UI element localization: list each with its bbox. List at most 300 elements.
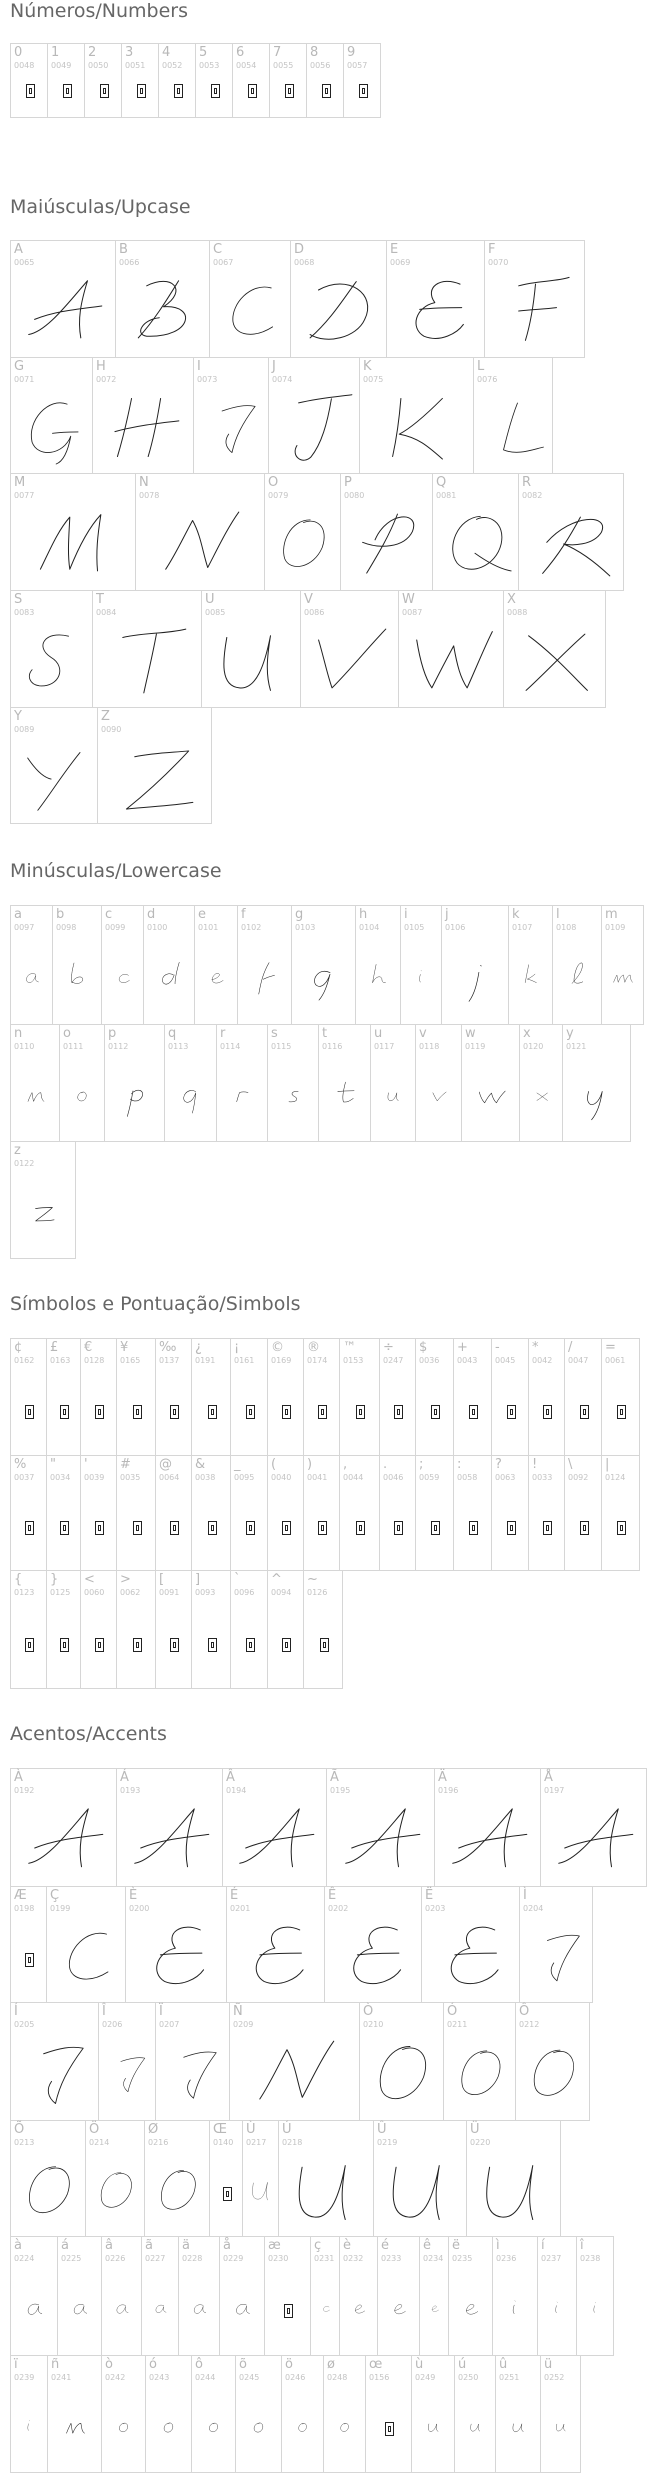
glyph-code-label: 0204 xyxy=(523,1904,544,1913)
glyph-stroke xyxy=(487,2166,533,2220)
glyph-preview-j xyxy=(442,906,510,1026)
glyph-stroke xyxy=(44,2047,83,2103)
section-title-numbers: Números/Numbers xyxy=(10,0,188,22)
glyph-stroke xyxy=(119,2423,127,2432)
glyph-character-label: ¡ xyxy=(234,1340,240,1355)
glyph-preview-i xyxy=(538,2237,578,2357)
glyph-preview-b xyxy=(53,906,103,1026)
glyph-code-label: 0089 xyxy=(14,725,35,734)
glyph-character-label: ê xyxy=(423,2238,431,2253)
glyph-character-label: î xyxy=(580,2238,584,2253)
glyph-code-label: 0108 xyxy=(556,923,577,932)
glyph-cell xyxy=(145,2355,192,2473)
glyph-character-label: M xyxy=(14,475,26,490)
glyph-preview-A xyxy=(327,1769,436,1888)
glyph-cell xyxy=(10,2002,99,2121)
glyph-stroke xyxy=(594,2302,596,2312)
glyph-preview-F xyxy=(485,241,586,359)
glyph-stroke xyxy=(259,963,275,995)
glyph-character-label: Ö xyxy=(89,2122,100,2137)
glyph-cell xyxy=(491,1455,529,1571)
glyph-preview-E xyxy=(227,1887,326,2004)
glyph-cell xyxy=(303,1338,340,1456)
glyph-preview-y xyxy=(563,1025,632,1143)
glyph-stroke xyxy=(543,517,610,576)
glyph-cell xyxy=(242,2120,279,2237)
glyph-code-label: 0228 xyxy=(182,2254,203,2263)
missing-glyph-icon xyxy=(170,1405,179,1419)
glyph-cell xyxy=(564,1455,602,1571)
glyph-preview-a xyxy=(142,2237,180,2357)
glyph-cell xyxy=(191,1570,231,1689)
glyph-code-label: 0194 xyxy=(226,1786,247,1795)
glyph-cell xyxy=(155,1338,192,1456)
glyph-cell xyxy=(141,2236,179,2356)
glyph-code-label: 0053 xyxy=(199,61,220,70)
missing-glyph-icon xyxy=(211,84,220,98)
missing-glyph-icon xyxy=(282,1405,291,1419)
glyph-cell xyxy=(101,905,144,1025)
glyph-code-label: 0205 xyxy=(14,2020,35,2029)
glyph-preview-v xyxy=(416,1025,463,1143)
glyph-stroke xyxy=(166,512,239,569)
glyph-preview-O xyxy=(444,2003,517,2122)
glyph-cell xyxy=(178,2236,220,2356)
glyph-stroke xyxy=(466,2304,478,2314)
glyph-character-label: A xyxy=(14,242,23,257)
glyph-character-label: + xyxy=(457,1340,468,1355)
glyph-cell xyxy=(339,1455,380,1571)
glyph-cell xyxy=(434,1768,541,1887)
glyph-character-label: 4 xyxy=(162,45,171,60)
glyph-code-label: 0035 xyxy=(120,1473,141,1482)
glyph-cell xyxy=(601,1455,640,1571)
glyph-preview-q xyxy=(165,1025,218,1143)
glyph-stroke xyxy=(432,2306,439,2312)
glyph-preview-A xyxy=(11,1769,118,1888)
glyph-preview-M xyxy=(11,474,137,592)
glyph-code-label: 0198 xyxy=(14,1904,35,1913)
glyph-character-label: C xyxy=(213,242,223,257)
glyph-code-label: 0110 xyxy=(14,1042,35,1051)
glyph-stroke xyxy=(299,2423,307,2431)
glyph-stroke xyxy=(354,1927,401,1983)
glyph-cell xyxy=(421,1886,520,2003)
glyph-code-label: 0064 xyxy=(159,1473,180,1482)
glyph-cell xyxy=(432,473,519,591)
glyph-character-label: - xyxy=(495,1340,500,1355)
glyph-preview-i xyxy=(493,2237,539,2357)
glyph-stroke xyxy=(78,1092,87,1101)
glyph-stroke xyxy=(119,974,129,982)
glyph-code-label: 0039 xyxy=(84,1473,105,1482)
glyph-stroke xyxy=(314,971,330,1000)
glyph-code-label: 0248 xyxy=(327,2373,348,2382)
glyph-character-label: ; xyxy=(419,1457,424,1472)
glyph-code-label: 0068 xyxy=(294,258,315,267)
missing-glyph-icon xyxy=(60,1521,69,1535)
missing-glyph-icon xyxy=(95,1405,104,1419)
glyph-code-label: 0250 xyxy=(458,2373,479,2382)
glyph-cell xyxy=(219,2236,265,2356)
glyph-code-label: 0061 xyxy=(605,1356,626,1365)
glyph-character-label: B xyxy=(119,242,128,257)
glyph-code-label: 0102 xyxy=(241,923,262,932)
glyph-character-label: @ xyxy=(159,1457,172,1472)
glyph-cell xyxy=(492,2236,538,2356)
glyph-preview-a xyxy=(58,2237,103,2357)
missing-glyph-icon xyxy=(318,1521,327,1535)
glyph-preview-V xyxy=(301,591,400,709)
glyph-character-label: ¿ xyxy=(195,1340,202,1355)
glyph-character-label: F xyxy=(488,242,496,257)
glyph-code-label: 0116 xyxy=(322,1042,343,1051)
glyph-preview-o xyxy=(236,2356,283,2474)
glyph-code-label: 0041 xyxy=(307,1473,328,1482)
glyph-character-label: _ xyxy=(234,1457,241,1472)
glyph-character-label: l xyxy=(556,907,560,922)
glyph-code-label: 0063 xyxy=(495,1473,516,1482)
glyph-code-label: 0193 xyxy=(120,1786,141,1795)
glyph-cell xyxy=(155,2002,230,2121)
glyph-code-label: 0042 xyxy=(532,1356,553,1365)
glyph-character-label: q xyxy=(168,1026,177,1041)
glyph-code-label: 0099 xyxy=(105,923,126,932)
glyph-character-label: ô xyxy=(195,2357,203,2372)
glyph-code-label: 0092 xyxy=(568,1473,589,1482)
glyph-code-label: 0197 xyxy=(544,1786,565,1795)
glyph-preview-f xyxy=(238,906,293,1026)
glyph-stroke xyxy=(36,1208,54,1221)
glyph-character-label: ç xyxy=(314,2238,322,2253)
missing-glyph-icon xyxy=(246,1521,255,1535)
missing-glyph-icon xyxy=(133,1638,142,1652)
section-title-lower: Minúsculas/Lowercase xyxy=(10,860,222,882)
glyph-cell xyxy=(398,590,504,708)
glyph-character-label: U xyxy=(205,592,215,607)
glyph-character-label: ‰ xyxy=(159,1340,177,1355)
glyph-preview-A xyxy=(11,241,117,359)
glyph-code-label: 0217 xyxy=(246,2138,267,2147)
glyph-character-label: c xyxy=(105,907,113,922)
glyph-stroke xyxy=(289,1092,298,1102)
glyph-character-label: ä xyxy=(182,2238,190,2253)
glyph-code-label: 0072 xyxy=(96,375,117,384)
glyph-cell xyxy=(269,43,307,118)
glyph-preview-e xyxy=(420,2237,450,2357)
glyph-cell xyxy=(59,1024,105,1142)
glyph-code-label: 0051 xyxy=(125,61,146,70)
glyph-code-label: 0122 xyxy=(14,1159,35,1168)
glyph-code-label: 0059 xyxy=(419,1473,440,1482)
glyph-stroke xyxy=(29,281,102,338)
glyph-stroke xyxy=(67,2423,85,2433)
glyph-character-label: Ê xyxy=(328,1888,337,1903)
glyph-code-label: 0085 xyxy=(205,608,226,617)
glyph-code-label: 0084 xyxy=(96,608,117,617)
glyph-character-label: ! xyxy=(532,1457,538,1472)
glyph-code-label: 0119 xyxy=(465,1042,486,1051)
glyph-preview-p xyxy=(105,1025,166,1143)
glyph-cell xyxy=(267,1570,304,1689)
missing-glyph-icon xyxy=(26,84,35,98)
glyph-character-label: ÷ xyxy=(383,1340,394,1355)
glyph-code-label: 0241 xyxy=(51,2373,72,2382)
glyph-code-label: 0088 xyxy=(507,608,528,617)
glyph-character-label: ¥ xyxy=(120,1340,129,1355)
glyph-cell xyxy=(116,1338,156,1456)
missing-glyph-icon xyxy=(174,84,183,98)
glyph-preview-W xyxy=(399,591,505,709)
glyph-cell xyxy=(323,2355,366,2473)
glyph-stroke xyxy=(28,1093,44,1102)
glyph-cell xyxy=(222,1768,327,1887)
glyph-character-label: { xyxy=(14,1572,23,1587)
missing-glyph-icon xyxy=(282,1521,291,1535)
glyph-character-label: j xyxy=(445,907,449,922)
glyph-code-label: 0112 xyxy=(108,1042,129,1051)
glyph-cell xyxy=(158,43,196,118)
glyph-code-label: 0118 xyxy=(419,1042,440,1051)
glyph-code-label: 0062 xyxy=(120,1588,141,1597)
glyph-character-label: Æ xyxy=(14,1888,27,1903)
glyph-stroke xyxy=(123,629,186,693)
glyph-character-label: W xyxy=(402,592,415,607)
glyph-cell xyxy=(267,1338,304,1456)
glyph-code-label: 0037 xyxy=(14,1473,35,1482)
glyph-preview-e xyxy=(195,906,239,1026)
glyph-stroke xyxy=(237,1092,248,1102)
glyph-cell xyxy=(453,1455,492,1571)
glyph-code-label: 0055 xyxy=(273,61,294,70)
missing-glyph-icon xyxy=(394,1521,403,1535)
glyph-character-label: Ó xyxy=(447,2004,458,2019)
glyph-cell xyxy=(57,2236,102,2356)
glyph-cell xyxy=(52,905,102,1025)
glyph-stroke xyxy=(513,2424,523,2432)
glyph-character-label: P xyxy=(344,475,352,490)
glyph-character-label: è xyxy=(343,2238,351,2253)
glyph-cell xyxy=(10,1141,76,1259)
glyph-cell xyxy=(370,1024,416,1142)
glyph-code-label: 0115 xyxy=(271,1042,292,1051)
glyph-stroke xyxy=(233,287,273,334)
missing-glyph-icon xyxy=(100,84,109,98)
glyph-code-label: 0209 xyxy=(233,2020,254,2029)
missing-glyph-icon xyxy=(431,1521,440,1535)
glyph-code-label: 0077 xyxy=(14,491,35,500)
glyph-cell xyxy=(540,1768,647,1887)
glyph-cell xyxy=(484,240,585,358)
missing-glyph-icon xyxy=(617,1405,626,1419)
glyph-cell xyxy=(10,1338,47,1456)
glyph-stroke xyxy=(157,1927,204,1983)
glyph-code-label: 0049 xyxy=(51,61,72,70)
glyph-code-label: 0243 xyxy=(149,2373,170,2382)
glyph-code-label: 0137 xyxy=(159,1356,180,1365)
glyph-character-label: À xyxy=(14,1770,23,1785)
missing-glyph-icon xyxy=(25,1521,34,1535)
glyph-code-label: 0214 xyxy=(89,2138,110,2147)
glyph-cell xyxy=(291,905,356,1025)
glyph-cell xyxy=(143,905,195,1025)
glyph-cell xyxy=(226,1886,325,2003)
glyph-preview-c xyxy=(102,906,145,1026)
missing-glyph-icon xyxy=(60,1638,69,1652)
glyph-character-label: H xyxy=(96,359,106,374)
missing-glyph-icon xyxy=(25,1953,34,1967)
glyph-cell xyxy=(601,905,644,1025)
glyph-cell xyxy=(80,1338,117,1456)
glyph-stroke xyxy=(161,2170,195,2209)
glyph-cell xyxy=(306,43,344,118)
glyph-code-label: 0082 xyxy=(522,491,543,500)
glyph-character-label: 1 xyxy=(51,45,60,60)
glyph-code-label: 0095 xyxy=(234,1473,255,1482)
glyph-cell xyxy=(503,590,606,708)
glyph-cell xyxy=(10,1886,47,2003)
glyph-code-label: 0107 xyxy=(512,923,533,932)
missing-glyph-icon xyxy=(208,1521,217,1535)
glyph-cell xyxy=(441,905,509,1025)
glyph-preview-I xyxy=(194,358,270,475)
glyph-preview-O xyxy=(86,2121,146,2238)
glyph-preview-O xyxy=(265,474,342,592)
glyph-character-label: | xyxy=(605,1457,610,1472)
glyph-character-label: ò xyxy=(105,2357,113,2372)
glyph-code-label: 0094 xyxy=(271,1588,292,1597)
glyph-code-label: 0216 xyxy=(148,2138,169,2147)
glyph-code-label: 0123 xyxy=(14,1588,35,1597)
glyph-preview-E xyxy=(387,241,486,359)
glyph-character-label: ™ xyxy=(343,1340,356,1355)
glyph-code-label: 0093 xyxy=(195,1588,216,1597)
glyph-cell xyxy=(415,1024,462,1142)
glyph-cell xyxy=(235,2355,282,2473)
section-title-upper: Maiúsculas/Upcase xyxy=(10,196,191,218)
glyph-character-label: m xyxy=(605,907,618,922)
glyph-code-label: 0066 xyxy=(119,258,140,267)
glyph-preview-g xyxy=(292,906,357,1026)
glyph-stroke xyxy=(519,277,569,340)
glyph-character-label: £ xyxy=(50,1340,59,1355)
glyph-character-label: ã xyxy=(145,2238,153,2253)
glyph-character-label: S xyxy=(14,592,23,607)
glyph-code-label: 0109 xyxy=(605,923,626,932)
glyph-cell xyxy=(453,1338,492,1456)
glyph-stroke xyxy=(380,2047,425,2099)
glyph-preview-u xyxy=(371,1025,417,1143)
glyph-character-label: h xyxy=(359,907,368,922)
glyph-character-label: Ã xyxy=(330,1770,339,1785)
glyph-code-label: 0227 xyxy=(145,2254,166,2263)
glyph-cell xyxy=(191,1455,231,1571)
glyph-code-label: 0220 xyxy=(470,2138,491,2147)
glyph-stroke xyxy=(240,1809,314,1867)
glyph-character-label: < xyxy=(84,1572,95,1587)
glyph-character-label: Ç xyxy=(50,1888,60,1903)
glyph-character-label: $ xyxy=(419,1340,428,1355)
glyph-code-label: 0165 xyxy=(120,1356,141,1365)
missing-glyph-icon xyxy=(282,1638,291,1652)
glyph-cell xyxy=(47,2355,102,2473)
glyph-cell xyxy=(264,473,341,591)
glyph-character-label: ? xyxy=(495,1457,502,1472)
glyph-preview-R xyxy=(519,474,625,592)
glyph-character-label: J xyxy=(272,359,276,374)
glyph-preview-Q xyxy=(433,474,520,592)
glyph-character-label: í xyxy=(541,2238,545,2253)
glyph-cell xyxy=(290,240,387,358)
glyph-cell xyxy=(562,1024,631,1142)
glyph-stroke xyxy=(355,2305,365,2313)
glyph-code-label: 0057 xyxy=(347,61,368,70)
glyph-stroke xyxy=(310,282,368,340)
missing-glyph-icon xyxy=(133,1521,142,1535)
glyph-cell xyxy=(540,2355,581,2473)
glyph-code-label: 0117 xyxy=(374,1042,395,1051)
glyph-character-label: û xyxy=(499,2357,508,2372)
glyph-character-label: ¢ xyxy=(14,1340,23,1355)
missing-glyph-icon xyxy=(318,1405,327,1419)
glyph-cell xyxy=(101,2236,142,2356)
glyph-character-label: v xyxy=(419,1026,427,1041)
glyph-stroke xyxy=(547,1935,579,1981)
glyph-stroke xyxy=(29,2167,69,2213)
glyph-code-label: 0128 xyxy=(84,1356,105,1365)
glyph-stroke xyxy=(135,1809,209,1867)
glyph-stroke xyxy=(224,636,271,691)
glyph-character-label: . xyxy=(383,1457,388,1472)
glyph-cell xyxy=(518,473,624,591)
glyph-stroke xyxy=(126,751,192,809)
glyph-preview-u xyxy=(496,2356,542,2474)
glyph-cell xyxy=(411,2355,455,2473)
glyph-character-label: \ xyxy=(568,1457,573,1472)
missing-glyph-icon xyxy=(431,1405,440,1419)
glyph-code-label: 0195 xyxy=(330,1786,351,1795)
glyph-stroke xyxy=(74,2304,87,2314)
glyph-character-label: a xyxy=(14,907,22,922)
glyph-cell xyxy=(191,2355,236,2473)
glyph-stroke xyxy=(469,965,481,1001)
glyph-cell xyxy=(10,1768,117,1887)
glyph-cell xyxy=(104,1024,165,1142)
glyph-preview-A xyxy=(223,1769,328,1888)
glyph-cell xyxy=(343,43,381,118)
glyph-cell xyxy=(80,1455,117,1571)
glyph-cell xyxy=(230,1338,268,1456)
glyph-preview-P xyxy=(341,474,434,592)
glyph-code-label: 0232 xyxy=(343,2254,364,2263)
glyph-code-label: 0056 xyxy=(310,61,331,70)
glyph-stroke xyxy=(260,2041,334,2099)
glyph-preview-u xyxy=(412,2356,456,2474)
glyph-stroke xyxy=(299,2166,345,2220)
glyph-character-label: # xyxy=(120,1457,131,1472)
glyph-character-label: Z xyxy=(101,709,110,724)
glyph-cell xyxy=(230,1455,268,1571)
glyph-preview-E xyxy=(422,1887,521,2004)
glyph-stroke xyxy=(587,1091,602,1119)
glyph-preview-n xyxy=(48,2356,103,2474)
missing-glyph-icon xyxy=(507,1405,516,1419)
glyph-stroke xyxy=(72,963,83,983)
glyph-code-label: 0060 xyxy=(84,1588,105,1597)
glyph-character-label: ü xyxy=(544,2357,553,2372)
glyph-stroke xyxy=(416,281,463,338)
glyph-cell xyxy=(164,1024,217,1142)
